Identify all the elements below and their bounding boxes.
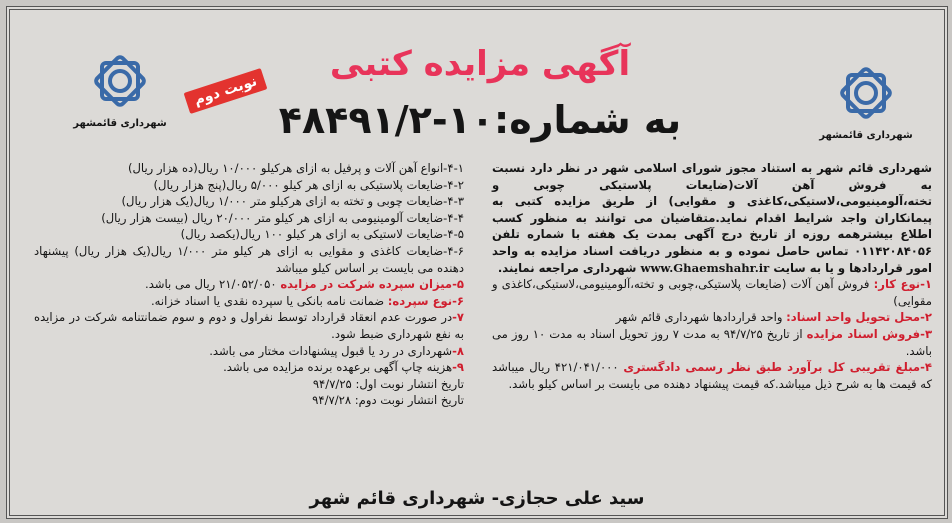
item-text: ۴۲۱/۰۴۱/۰۰۰ ریال میباشد که قیمت ها به شرح ذیل میباشد.که قیمت پیشنهاد دهنده می بایست بر اساس کیلو باشد. (492, 360, 932, 391)
item-text: ۴-۳-ضایعات چوبی و تخته به ازای هرکیلو متر ۱/۰۰۰ ریال(یک هزار ریال) (121, 194, 464, 209)
item-label: ۷- (452, 310, 464, 325)
item-label: ۴-مبلغ تقریبی کل برآورد طبق نظر رسمی دادگستری (623, 360, 932, 375)
item-label: ۸- (452, 343, 464, 358)
list-item (492, 326, 932, 359)
ad-title: آگهی مزایده کتبی (329, 44, 631, 84)
list-item (34, 276, 464, 293)
municipality-emblem-icon (831, 58, 901, 128)
logo-caption: شهرداری قائمشهر (819, 130, 913, 141)
intro-paragraph (492, 160, 932, 276)
municipality-logo-left (60, 46, 180, 129)
list-item (34, 359, 464, 376)
intro-text-end: شهرداری مراجعه نمایند. (497, 260, 637, 275)
round-badge: نوبت دوم (184, 68, 268, 114)
list-item (34, 293, 464, 310)
list-item (34, 210, 464, 227)
list-item (34, 243, 464, 276)
item-text: ضمانت نامه بانکی یا سپرده نقدی یا اسناد خزانه. (150, 293, 388, 308)
item-text: در صورت عدم انعقاد قرارداد توسط نفراول و دوم و سوم ضمانتنامه شرکت در مزایده به نفع شهرداری ضبط شود. (34, 310, 464, 341)
item-text: ۴-۲-ضایعات پلاستیکی به ازای هر کیلو ۵/۰۰۰ ریال(پنج هزار ریال) (153, 177, 464, 192)
list-item (492, 276, 932, 309)
list-item (34, 226, 464, 243)
list-item (34, 193, 464, 210)
item-label: ۳-فروش اسناد مزایده (806, 326, 933, 341)
list-item (34, 376, 464, 393)
item-text: ۴-۶-ضایعات کاغذی و مقوایی به ازای هر کیلو متر ۱/۰۰۰ ریال(یک هزار ریال) پیشنهاد دهنده می بایست بر اساس کیلو میباشد (34, 243, 464, 275)
list-item (34, 160, 464, 177)
list-item (34, 177, 464, 194)
item-label: ۲-محل تحویل واحد اسناد: (786, 310, 932, 325)
municipality-emblem-icon (85, 46, 155, 116)
right-column (492, 160, 932, 392)
item-label: ۱-نوع کار: (873, 277, 932, 292)
list-item (34, 343, 464, 360)
list-item (492, 309, 932, 326)
item-label: ۹- (452, 360, 464, 375)
item-text: واحد قراردادها شهرداری قائم شهر (615, 310, 787, 325)
list-item (492, 359, 932, 392)
item-label: ۵-میزان سپرده شرکت در مزایده (280, 277, 464, 292)
item-text: از تاریخ ۹۴/۷/۲۵ به مدت ۷ روز تحویل اسناد به مدت ۱۰ روز می باشد. (492, 326, 932, 358)
list-item (34, 309, 464, 342)
item-text: تاریخ انتشار نوبت دوم: ۹۴/۷/۲۸ (312, 393, 464, 408)
left-items-list (34, 160, 464, 409)
website-link[interactable]: www.Ghaemshahr.ir (640, 260, 770, 275)
item-text: ۴-۴-ضایعات آلومینیومی به ازای هر کیلو متر ۲۰/۰۰۰ ریال (بیست هزار ریال) (101, 210, 464, 225)
ad-number: به شماره:۱۰-۴۸۴۹۱/۲ (278, 98, 682, 142)
item-text: تاریخ انتشار نوبت اول: ۹۴/۷/۲۵ (312, 376, 464, 391)
item-text: ۲۱/۰۵۲/۰۵۰ ریال می باشد. (145, 277, 281, 292)
item-text: ۴-۱-انواع آهن آلات و پرفیل به ازای هرکیلو ۱۰/۰۰۰ ریال(ده هزار ریال) (127, 161, 464, 175)
left-column (34, 160, 464, 409)
item-label: ۶-نوع سپرده: (387, 293, 464, 308)
item-text: هزینه چاپ آگهی برعهده برنده مزایده می باشد. (223, 360, 453, 375)
municipality-logo-right (806, 58, 926, 141)
advertisement-frame (6, 6, 948, 519)
intro-text: شهرداری قائم شهر به استناد مجوز شورای اسلامی شهر در نظر دارد نسبت به فروش آهن آلات(ضایعات پلاستیکی چوبی و تخته،آلومینیومی،لاستیکی،کاغذی و مقوایی) از طریق مزایده کتبی به پیمانکاران واجد شرایط اقدام نماید.متقاضیان می توانند به منظور کسب اطلاع بیشترهمه روزه از تاریخ درج آگهی بمدت یک هفته با شماره تلفن ۰۱۱۴۲۰۸۴۰۵۶ تماس حاصل نموده و به منظور دریافت اسناد مزایده به واحد امور قراردادها و یا به سایت (492, 161, 932, 275)
logo-caption: شهرداری قائمشهر (73, 118, 167, 129)
list-item (34, 392, 464, 409)
right-items-list (492, 276, 932, 392)
item-text: شهرداری در رد یا قبول پیشنهادات مختار می باشد. (209, 343, 453, 358)
item-text: ۴-۵-ضایعات لاستیکی به ازای هر کیلو ۱۰۰ ریال(یکصد ریال) (180, 227, 464, 242)
signature: سید علی حجازی- شهرداری قائم شهر (309, 488, 645, 509)
item-text: فروش آهن آلات (ضایعات پلاستیکی،چوبی و تخته،آلومینیومی،لاستیکی،کاغذی و مقوایی) (492, 277, 932, 308)
